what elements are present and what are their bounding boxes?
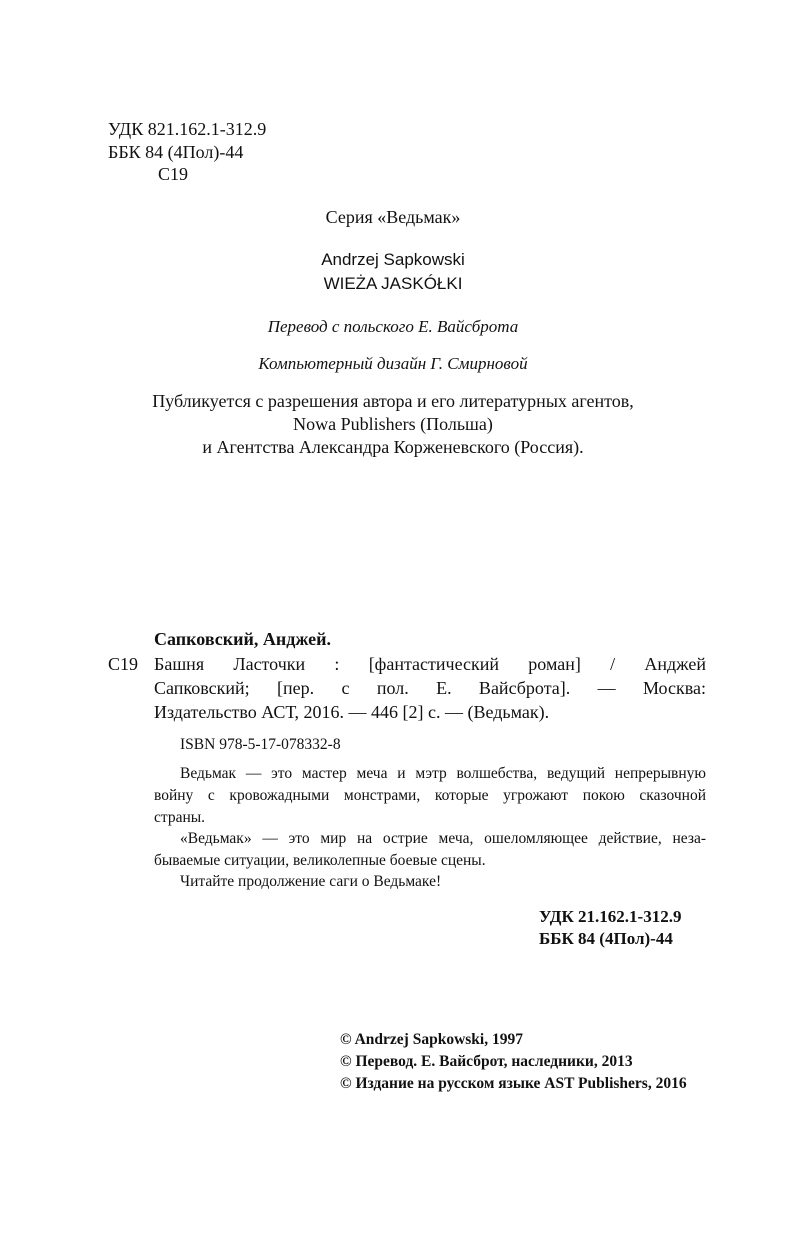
bbk-code-bottom: ББК 84 (4Пол)-44	[539, 929, 673, 948]
permission-line-3: и Агентства Александра Корженевского (Россия).	[202, 437, 584, 457]
original-title: WIEŻA JASKÓŁKI	[323, 274, 463, 293]
annotation-p2-line-2: бываемые ситуации, великолепные боевые сцены.	[154, 852, 486, 869]
annotation-p2-line-1: «Ведьмак» — это мир на острие меча, ошеломляющее действие, неза-	[180, 830, 706, 847]
copyright-line-2: © Перевод. Е. Вайсброт, наследники, 2013	[340, 1053, 633, 1070]
design-credit: Компьютерный дизайн Г. Смирновой	[258, 354, 528, 373]
annotation-p1-line-1: Ведьмак — это мастер меча и мэтр волшебства, ведущий непрерывную	[180, 765, 706, 782]
udk-code: УДК 821.162.1-312.9	[108, 119, 267, 139]
catalog-heading: Сапковский, Анджей.	[154, 629, 332, 649]
copyright-line-3: © Издание на русском языке AST Publishers, 2016	[340, 1075, 687, 1092]
author-mark: С19	[158, 164, 189, 184]
permission-line-2: Nowa Publishers (Польша)	[293, 414, 493, 434]
series-title: Серия «Ведьмак»	[325, 207, 461, 227]
translation-credit: Перевод с польского Е. Вайсброта	[267, 317, 519, 336]
bbk-code: ББК 84 (4Пол)-44	[108, 142, 244, 162]
udk-code-bottom: УДК 21.162.1-312.9	[539, 907, 682, 926]
annotation-p1-line-2: войну с кровожадными монстрами, которые угрожают покою сказочной	[154, 787, 706, 804]
original-author: Andrzej Sapkowski	[321, 250, 465, 269]
annotation-p1-line-3: страны.	[154, 809, 206, 826]
catalog-line-3: Издательство АСТ, 2016. — 446 [2] с. — (Ведьмак).	[154, 702, 550, 722]
permission-line-1: Публикуется с разрешения автора и его литературных агентов,	[152, 391, 634, 411]
annotation-p3-line-1: Читайте продолжение саги о Ведьмаке!	[180, 873, 442, 890]
catalog-line-2: Сапковский; [пер. с пол. Е. Вайсброта]. — Москва:	[154, 678, 706, 698]
isbn: ISBN 978-5-17-078332-8	[180, 736, 341, 753]
catalog-line-1: Башня Ласточки : [фантастический роман] / Анджей	[154, 654, 706, 674]
catalog-mark: С19	[108, 654, 139, 674]
copyright-line-1: © Andrzej Sapkowski, 1997	[340, 1031, 523, 1048]
